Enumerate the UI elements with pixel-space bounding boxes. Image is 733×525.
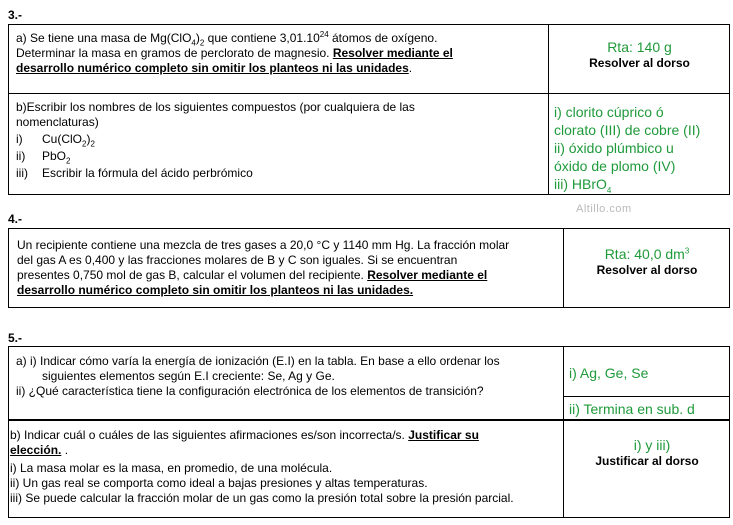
question-3-row-divider xyxy=(8,93,730,94)
answer-note: Resolver al dorso xyxy=(596,263,698,277)
question-5a-answer-2: ii) Termina en sub. d xyxy=(569,401,695,417)
question-4-answer xyxy=(564,245,730,278)
answer-text: Rta: 40,0 $dm^3$ xyxy=(604,246,690,262)
question-3-heading: 3.- xyxy=(8,8,23,22)
question-5a-divider xyxy=(563,346,564,420)
question-5a-text: a) i) Indicar cómo varía la energía de ionización (E.I) en la tabla. En base a ello ordenar los siguientes elementos según E.I creciente: Se, Ag y Ge. ii) ¿Qué característica tiene la configuración electrónica de los elementos de transición? xyxy=(16,354,500,398)
question-5-heading: 5.- xyxy=(8,331,23,345)
question-5b-divider xyxy=(563,420,564,518)
watermark: Altillo.com xyxy=(576,203,632,215)
question-4-heading: 4.- xyxy=(8,212,23,226)
question-3a-text: a) Se tiene una masa de $Mg(ClO_4)_2$ que contiene 3,01.10$^{24}$ átomos de oxígeno. Determinar la masa en gramos de perclorato de magnesio. Resolver mediante el desarrollo numérico completo sin omitir los planteos ni las unidades. xyxy=(16,30,453,75)
question-5b-answer xyxy=(564,436,730,469)
answer-note: Justificar al dorso xyxy=(595,454,699,468)
answer-text: i) y iii) xyxy=(633,437,671,453)
question-4-text: Un recipiente contiene una mezcla de tres gases a 20,0 °C y 1140 mm Hg. La fracción molar del gas A es 0,400 y las fracciones molares de B y C son iguales. Si se encuentran presentes 0,750 mol de gas B, calcular el volumen del recipiente. Resolver mediante el desarrollo numérico completo sin omitir los planteos ni las unidades. xyxy=(17,238,510,297)
question-5b-text: b) Indicar cuál o cuáles de las siguientes afirmaciones es/son incorrecta/s. Justificar su elección. . i) La masa molar es la masa, en promedio, de una molécula. ii) Un gas real se comporta como ideal a bajas presiones y altas temperaturas. iii) Se puede calcular la fracción molar de un gas como la presión total sobre la presión parcial. xyxy=(10,428,514,505)
question-3b-text: b)Escribir los nombres de los siguientes compuestos (por cualquiera de las nomenclaturas) i) $Cu(ClO_2)_2$ ii) PbO$_2$ iii) Escribir la fórmula del ácido perbrómico xyxy=(16,100,415,180)
question-5a-answer-1: i) Ag, Ge, Se xyxy=(569,365,649,381)
answer-note: Resolver al dorso xyxy=(589,56,690,70)
question-5a-answer-divider xyxy=(563,396,730,397)
question-3b-answer: i) clorito cúprico ó clorato (III) de cobre (II) ii) óxido plúmbico u óxido de plomo (IV) iii) HBrO$_4$ xyxy=(554,104,701,195)
question-3a-answer xyxy=(549,38,730,71)
answer-text: Rta: 140 g xyxy=(607,39,672,55)
